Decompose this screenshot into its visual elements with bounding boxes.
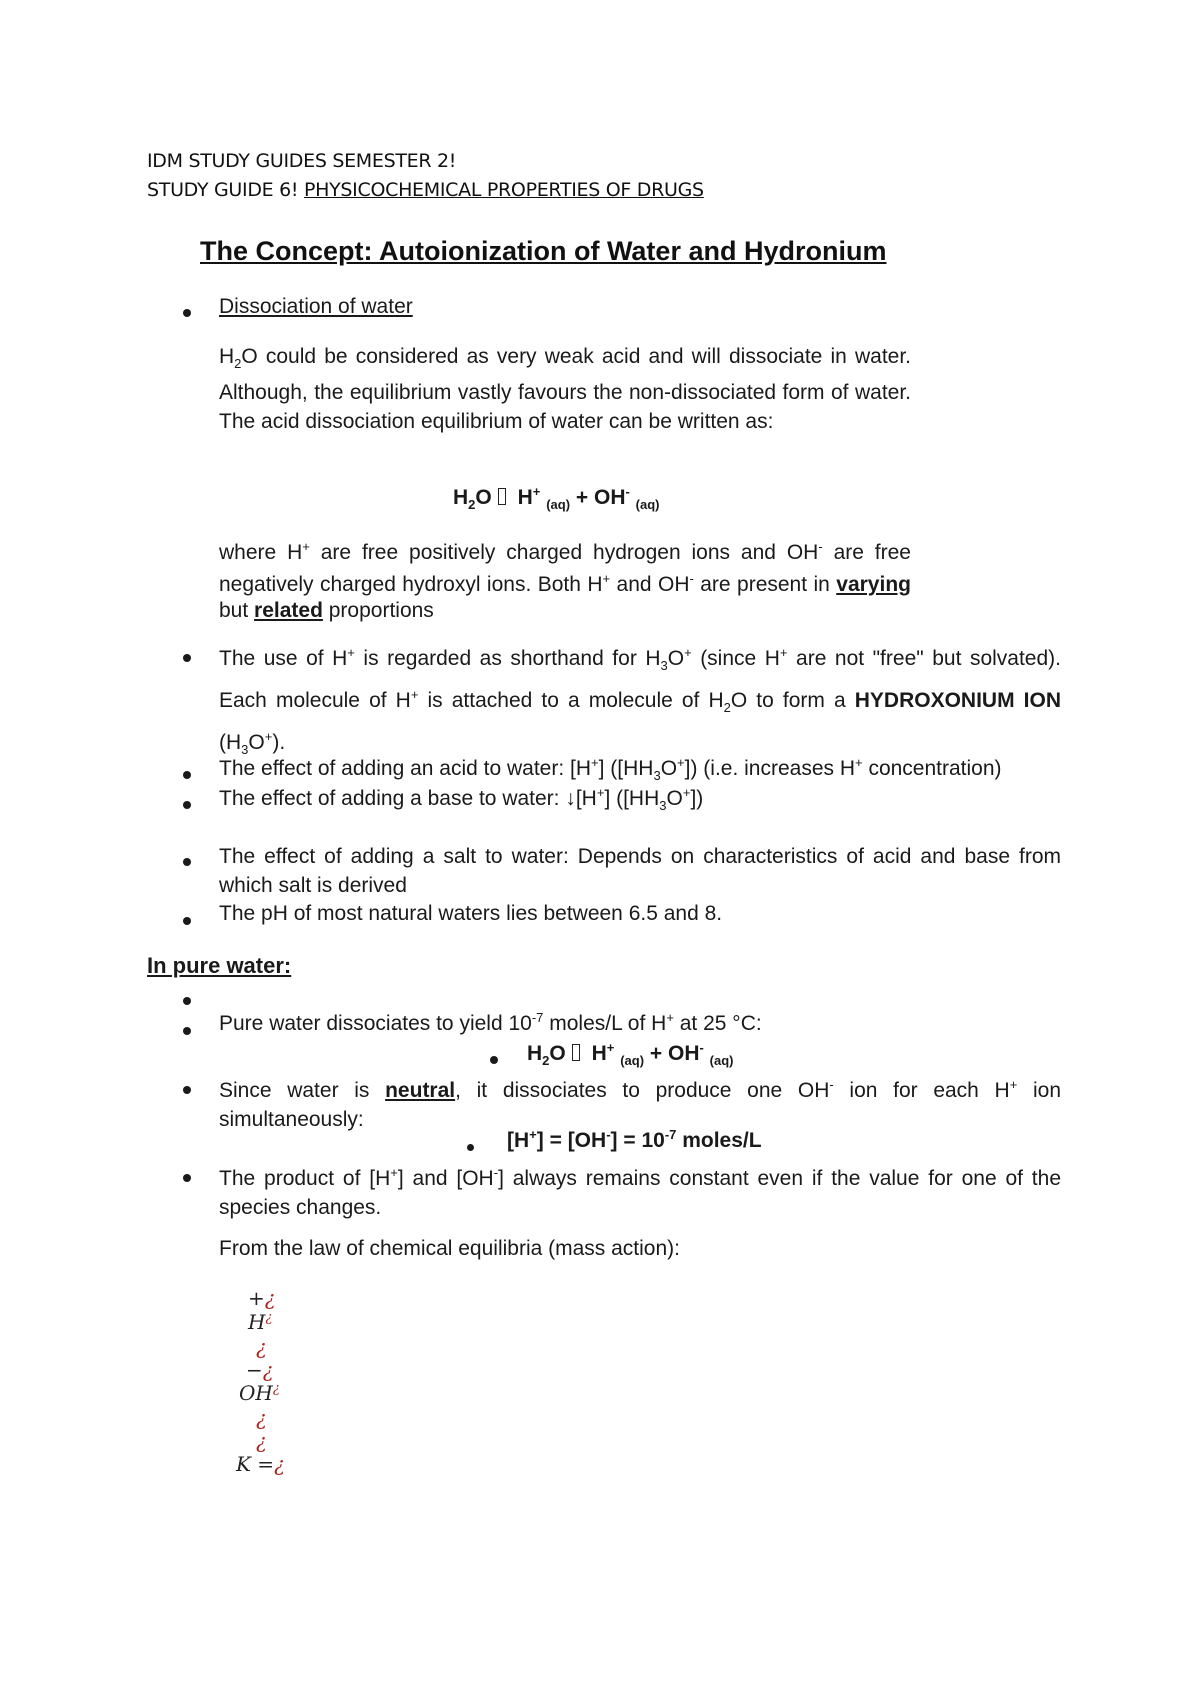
bullet-icon — [183, 794, 191, 812]
dissociation-paragraph: $H_2O$ could be considered as very weak acid and will dissociate in water. Although, the equilibrium vastly favours the non-dissociated form of water. The acid dissociation equilibrium of water can be written as: — [219, 345, 911, 434]
math-line: H¿ — [248, 1310, 273, 1334]
bullet-icon — [183, 764, 191, 782]
bullet-icon — [183, 851, 191, 869]
bullet-icon — [183, 1167, 191, 1185]
page-title: The Concept: Autoionization of Water and Hydronium — [200, 236, 887, 266]
missing-glyph-icon — [498, 488, 506, 505]
equilibrium-equation: $H_2O$ H+ $_{(aq)}$ + OH- $_{(aq)}$ — [527, 1040, 734, 1069]
bullet-icon — [183, 647, 191, 665]
ph-bullet: The pH of most natural waters lies between 6.5 and 8. — [219, 902, 723, 925]
bullet-icon — [183, 302, 191, 320]
math-line: +¿ — [248, 1286, 276, 1310]
bullet-icon — [183, 990, 191, 1008]
pure-water-yield: Pure water dissociates to yield $10^{-7}$ moles/L of H+ at 25 °C: — [219, 1010, 762, 1035]
math-line: ¿ — [256, 1429, 267, 1453]
acid-effect-bullet: The effect of adding an acid to water: [H+] $([HH_3O^+])$ (i.e. increases H+ concentration) — [219, 755, 1002, 784]
bullet-icon — [490, 1049, 498, 1067]
bullet-icon — [183, 910, 191, 928]
product-bullet: The product of [H+] and [OH-] always remains constant even if the value for one of the species changes. — [219, 1165, 1061, 1219]
down-arrow-icon: ↓ — [565, 787, 576, 810]
math-line: ¿ — [256, 1335, 267, 1359]
bullet-icon — [183, 1020, 191, 1038]
math-line: ¿ — [256, 1406, 267, 1430]
missing-glyph-icon — [572, 1044, 580, 1061]
guide-series-title: IDM STUDY GUIDES SEMESTER 2! — [147, 150, 457, 172]
math-line: OH¿ — [239, 1381, 280, 1405]
concentration-equation: $[H^+] = [OH^-] = 10^{-7}$ moles/L — [507, 1127, 762, 1152]
neutral-bullet: Since water is neutral, it dissociates to produce one OH- ion for each H+ ion simultaneously: — [219, 1077, 1062, 1131]
guide-subtitle: STUDY GUIDE 6! PHYSICOCHEMICAL PROPERTIES OF DRUGS — [147, 179, 704, 201]
mass-action-text: From the law of chemical equilibria (mass action): — [219, 1237, 680, 1260]
hydronium-bullet: The use of H+ is regarded as shorthand for $H_3O^+$ (since H+ are not "free" but solvated). Each molecule of H+ is attached to a molecule of $H_2O$ to form a HYDROXONIUM ION $(H_3O^+)$. — [219, 645, 1061, 758]
math-line: K =¿ — [236, 1452, 285, 1476]
ions-explanation: where H+ are free positively charged hydrogen ions and OH- are free negatively charged hydroxyl ions. Both H+ and OH- are present in varying but related proportions — [219, 539, 911, 622]
base-effect-bullet: The effect of adding a base to water: ↓[H+] $([HH_3O^+])$ — [219, 785, 704, 814]
salt-effect-bullet: The effect of adding a salt to water: Depends on characteristics of acid and base from which salt is derived — [219, 845, 1061, 897]
equilibrium-equation: $H_2O$ H+ $_{(aq)}$ + OH- $_{(aq)}$ — [453, 484, 660, 513]
section-heading: Dissociation of water — [219, 295, 413, 318]
math-line: −¿ — [246, 1358, 274, 1382]
bullet-icon — [467, 1136, 474, 1154]
bullet-icon — [183, 1079, 191, 1097]
section-heading: In pure water: — [147, 953, 292, 978]
guide-topic-link[interactable]: PHYSICOCHEMICAL PROPERTIES OF DRUGS — [303, 179, 704, 201]
